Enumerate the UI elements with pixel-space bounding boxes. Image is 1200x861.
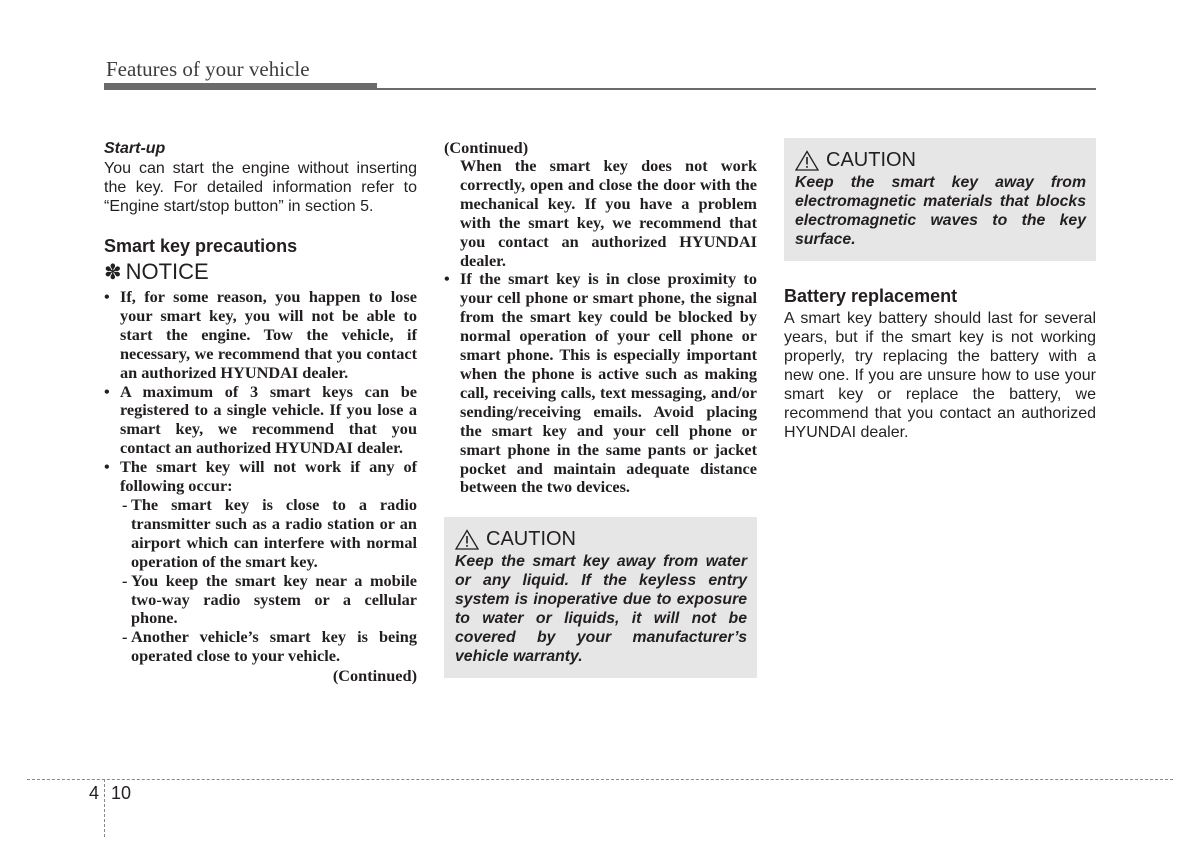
sub-list-item: - The smart key is close to a radio transmitter such as a radio station or an airport which can interfere with normal operation of the smart key. (120, 496, 417, 572)
caution-box-electromagnetic (784, 138, 1096, 261)
startup-heading: Start-up (104, 140, 166, 157)
caution-title (455, 527, 747, 551)
caution-title (795, 148, 1086, 172)
sub-list-item: - You keep the smart key near a mobile two-way radio system or a cellular phone. (120, 572, 417, 629)
header-rule (104, 88, 1096, 90)
warning-triangle-icon (455, 529, 479, 550)
list-item: • A maximum of 3 smart keys can be registered to a single vehicle. If you lose a smart key, we recommend that you contact an authorized HYUNDAI dealer. (104, 383, 417, 459)
caution-label: CAUTION (486, 528, 576, 551)
precautions-heading: Smart key precautions (104, 236, 298, 256)
caution-box-water (444, 517, 757, 678)
column-left (104, 138, 417, 685)
startup-text: You can start the engine without inserting the key. For detailed information refer to “Engine start/stop button” in section 5. (104, 160, 417, 215)
battery-heading: Battery replacement (784, 286, 958, 306)
continued-label: (Continued) (332, 666, 417, 686)
continued-label: (Continued) (444, 138, 529, 157)
battery-text: A smart key battery should last for several years, but if the smart key is not working properly, try replacing the battery with a new one. If you are unsure how to use your smart key or replace the battery, we recommend that you contact an authorized HYUNDAI dealer. (784, 310, 1096, 441)
mechanical-key-paragraph: When the smart key does not work correctly, open and close the door with the mechanical key. If you have a problem with the smart key, we recommend that you contact an authorized HYUNDAI dealer. (460, 156, 757, 270)
phone-list (444, 270, 757, 497)
page-number: 10 (111, 783, 132, 803)
footer-rule (27, 779, 1173, 780)
column-right (784, 138, 1096, 442)
notice-star-icon: ✽ (104, 261, 122, 284)
warning-triangle-icon (795, 150, 819, 171)
notice-heading (104, 259, 417, 286)
sub-list-item: - Another vehicle’s smart key is being operated close to your vehicle. (120, 628, 417, 666)
caution-label: CAUTION (826, 149, 916, 171)
caution-text: Keep the smart key away from water or any liquid. If the keyless entry system is inoperative due to exposure to water or liquids, it will not be covered by your manufacturer’s vehicle warranty. (455, 553, 747, 666)
caution-text: Keep the smart key away from electromagnetic materials that blocks electromagnetic waves to the key surface. (795, 174, 1086, 248)
section-title: Features of your vehicle (106, 57, 310, 81)
list-item: • If, for some reason, you happen to lose your smart key, you will not be able to start the engine. Tow the vehicle, if necessary, we recommend that you contact an authorized HYUNDAI dealer. (104, 288, 417, 383)
list-item (104, 458, 417, 666)
footer-divider (104, 779, 105, 837)
list-item-text: The smart key will not work if any of following occur: (120, 457, 417, 496)
chapter-number: 4 (89, 783, 100, 803)
sub-list (120, 496, 417, 666)
list-item: • If the smart key is in close proximity to your cell phone or smart phone, the signal from the smart key could be blocked by normal operation of your cell phone or smart phone. This is especially important when the phone is active such as making call, receiving calls, text messaging, and/or sending/receiving emails. Avoid placing the smart key and your cell phone or smart phone in the same pants or jacket pocket and maintain adequate distance between the two devices. (444, 270, 757, 497)
notice-label: NOTICE (125, 259, 209, 284)
notice-list (104, 288, 417, 666)
column-middle (444, 138, 757, 678)
